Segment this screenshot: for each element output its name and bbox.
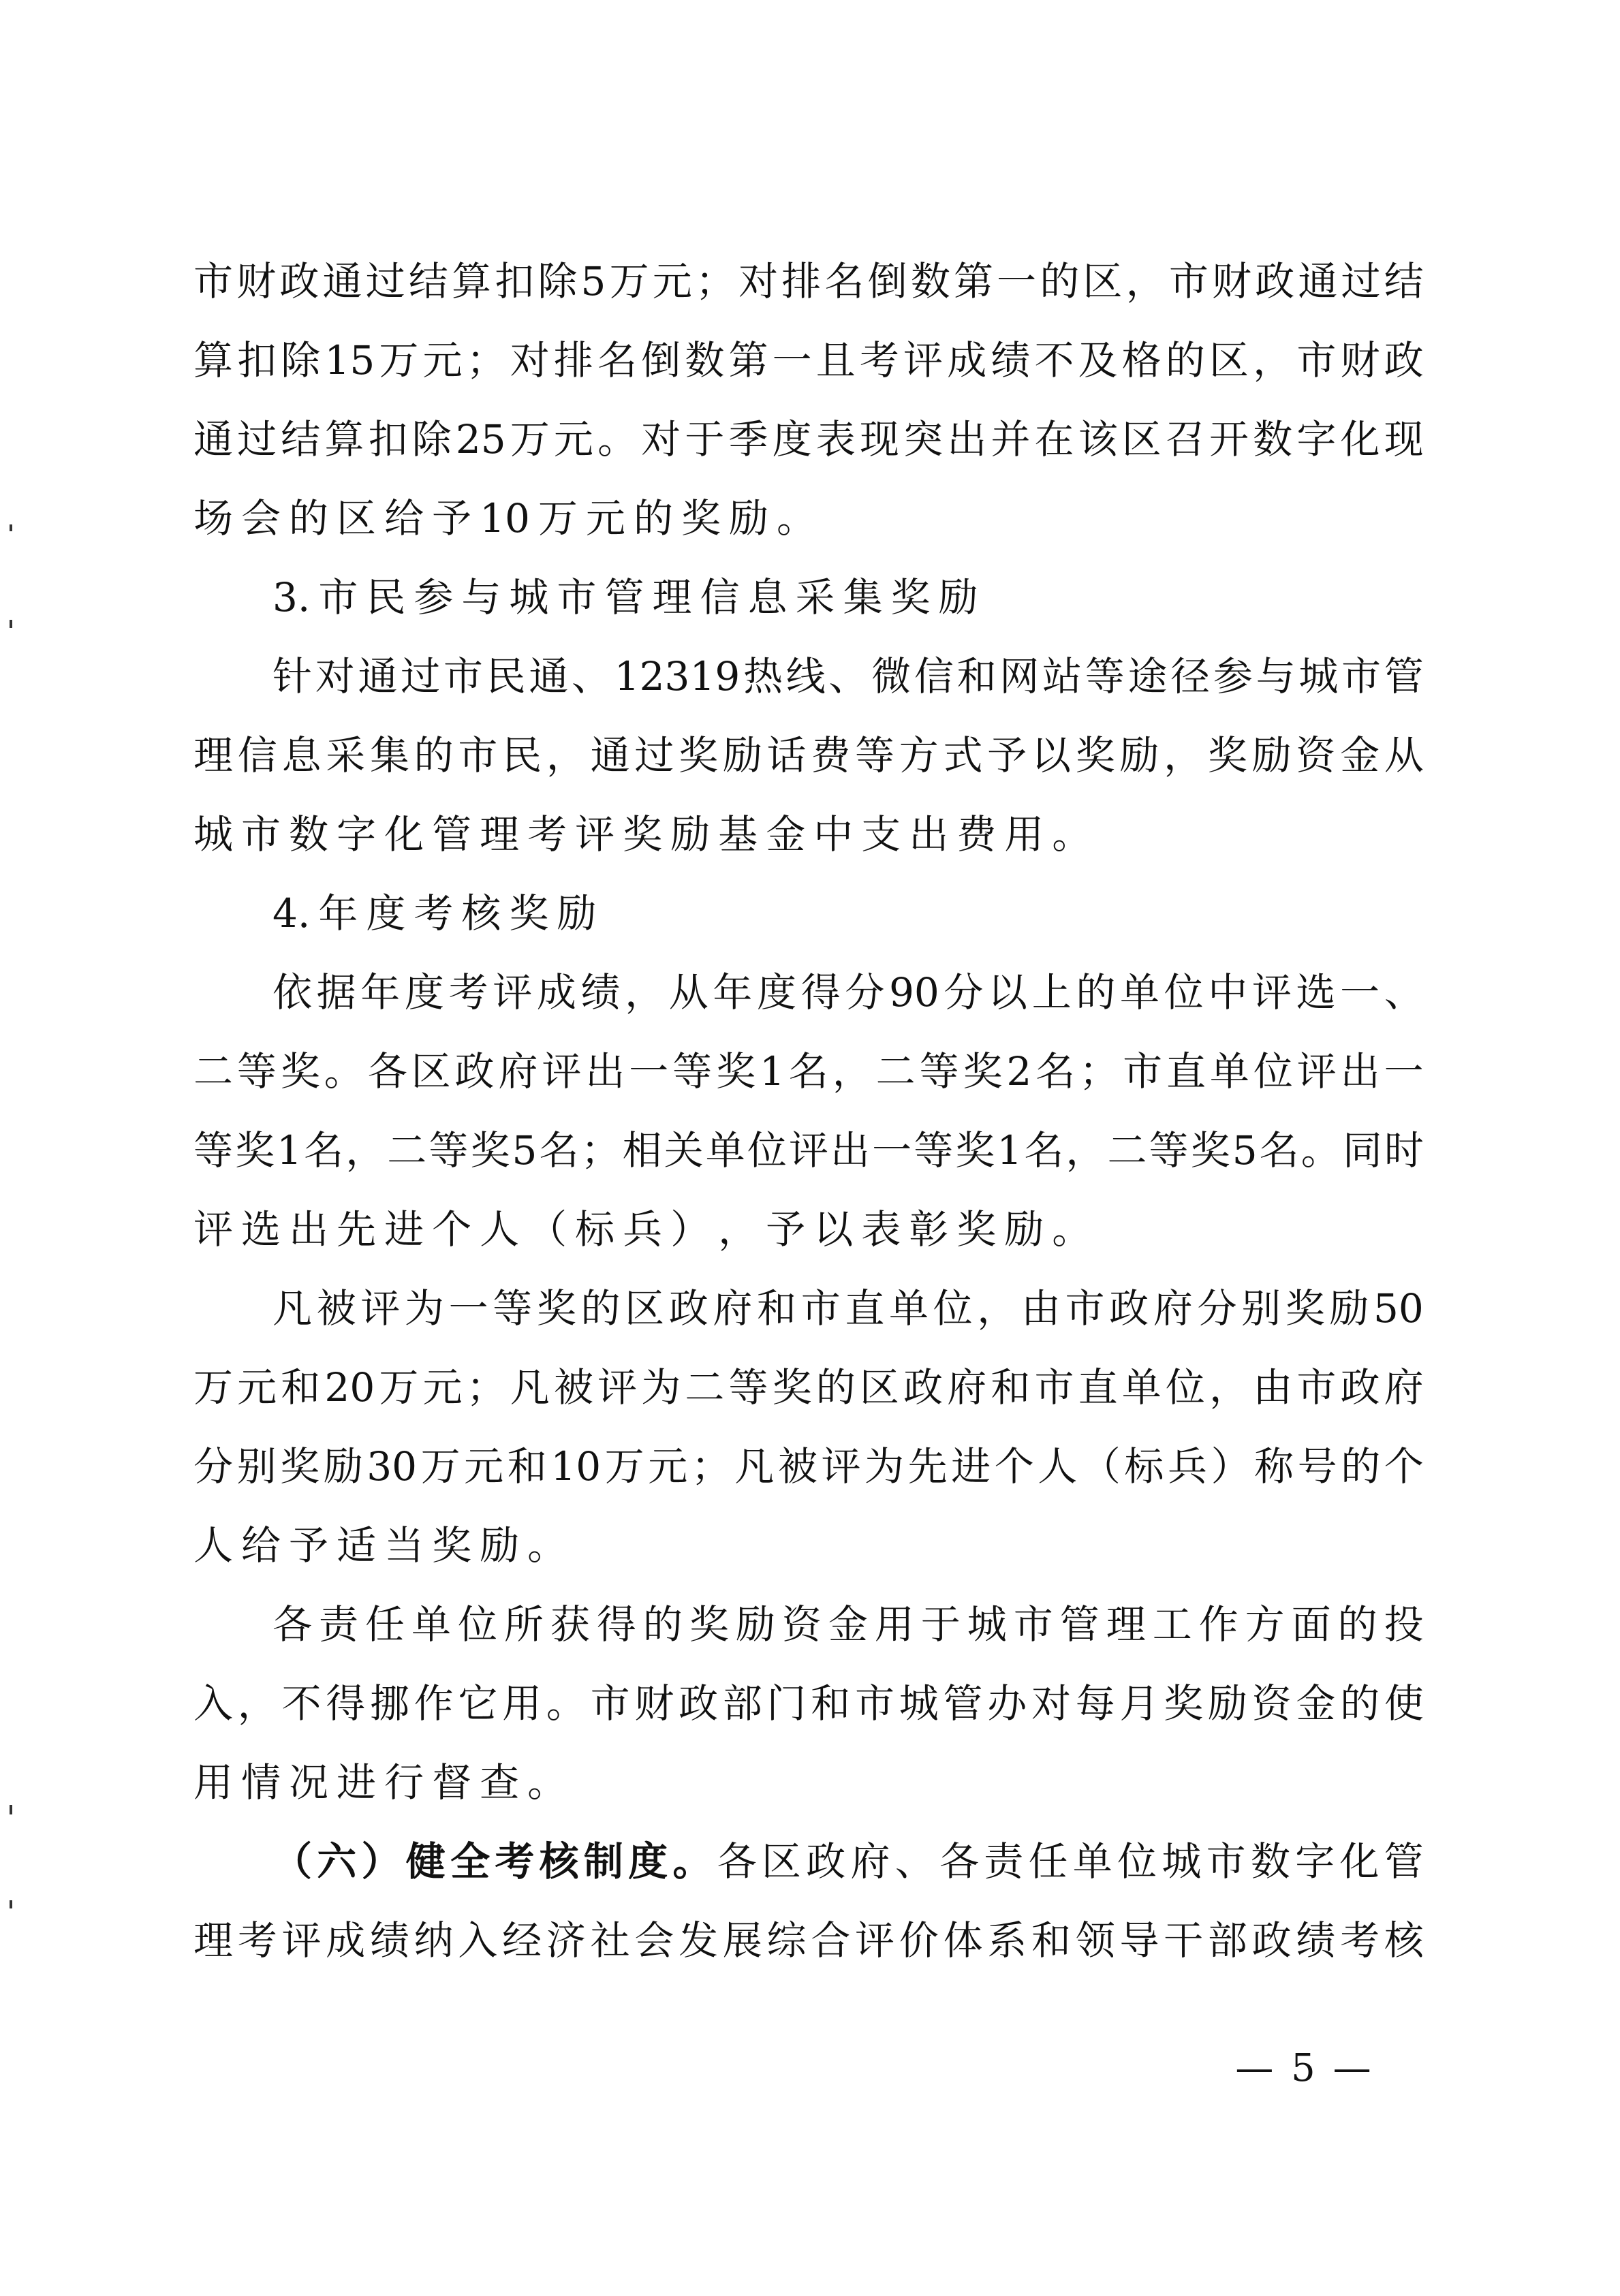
text-line: 凡 被 评 为 一 等 奖 的 区 政 府 和 市 直 单 位 ， 由 市 政 府 分 别 奖 励 50 <box>272 1285 1424 1332</box>
text-line: 用 情 况 进 行 督 查 。 <box>193 1759 567 1806</box>
text-line: 市 财 政 通 过 结 算 扣 除 5 万 元 ； 对 排 名 倒 数 第 一 的 区 ， 市 财 政 通 过 结 <box>193 258 1424 304</box>
text-line: 针 对 通 过 市 民 通 、 12319 热 线 、 微 信 和 网 站 等 途 径 参 与 城 市 管 <box>272 653 1424 699</box>
scan-speck <box>10 1900 12 1908</box>
text-line: 城 市 数 字 化 管 理 考 评 奖 励 基 金 中 支 出 费 用 。 <box>193 811 1092 858</box>
body-text <box>193 242 1424 1980</box>
text-line: 3. 市 民 参 与 城 市 管 理 信 息 采 集 奖 励 <box>272 574 978 620</box>
text-line: 理 考 评 成 绩 纳 入 经 济 社 会 发 展 综 合 评 价 体 系 和 领 导 干 部 政 绩 考 核 <box>193 1917 1424 1964</box>
text-line: 算 扣 除 15 万 元 ； 对 排 名 倒 数 第 一 且 考 评 成 绩 不 及 格 的 区 ， 市 财 政 <box>193 337 1424 383</box>
text-line: 二 等 奖 。 各 区 政 府 评 出 一 等 奖 1 名 ， 二 等 奖 2 名 ； 市 直 单 位 评 出 一 <box>193 1048 1424 1095</box>
text-line: 万 元 和 20 万 元 ； 凡 被 评 为 二 等 奖 的 区 政 府 和 市 直 单 位 ， 由 市 政 府 <box>193 1364 1424 1411</box>
text-line: 各 责 任 单 位 所 获 得 的 奖 励 资 金 用 于 城 市 管 理 工 作 方 面 的 投 <box>272 1601 1424 1648</box>
text-line: 等 奖 1 名 ， 二 等 奖 5 名 ； 相 关 单 位 评 出 一 等 奖 1 名 ， 二 等 奖 5 名 。 同 时 <box>193 1127 1424 1174</box>
text-line: 依 据 年 度 考 评 成 绩 ， 从 年 度 得 分 90 分 以 上 的 单 位 中 评 选 一 、 <box>272 969 1424 1016</box>
text-line: 分 别 奖 励 30 万 元 和 10 万 元 ； 凡 被 评 为 先 进 个 人 （ 标 兵 ） 称 号 的 个 <box>193 1443 1424 1490</box>
text-line: 理 信 息 采 集 的 市 民 ， 通 过 奖 励 话 费 等 方 式 予 以 奖 励 ， 奖 励 资 金 从 <box>193 732 1424 779</box>
text-line: 通 过 结 算 扣 除 25 万 元 。 对 于 季 度 表 现 突 出 并 在 该 区 召 开 数 字 化 现 <box>193 416 1424 462</box>
text-line: 入 ， 不 得 挪 作 它 用 。 市 财 政 部 门 和 市 城 管 办 对 每 月 奖 励 资 金 的 使 <box>193 1680 1424 1727</box>
scan-speck <box>10 1805 12 1814</box>
text-line: 人 给 予 适 当 奖 励 。 <box>193 1522 567 1569</box>
text-line: 4. 年 度 考 核 奖 励 <box>272 890 597 937</box>
scan-speck <box>10 524 12 531</box>
text-line: 评 选 出 先 进 个 人 （ 标 兵 ） ， 予 以 表 彰 奖 励 。 <box>193 1206 1092 1253</box>
text-line: 场 会 的 区 给 予 10 万 元 的 奖 励 。 <box>193 495 816 541</box>
text-line: （ 六 ） 健 全 考 核 制 度 。 各 区 政 府 、 各 责 任 单 位 城 市 数 字 化 管 <box>272 1838 1424 1885</box>
page-number: — 5 — <box>1235 2046 1374 2090</box>
scan-speck <box>10 620 12 628</box>
